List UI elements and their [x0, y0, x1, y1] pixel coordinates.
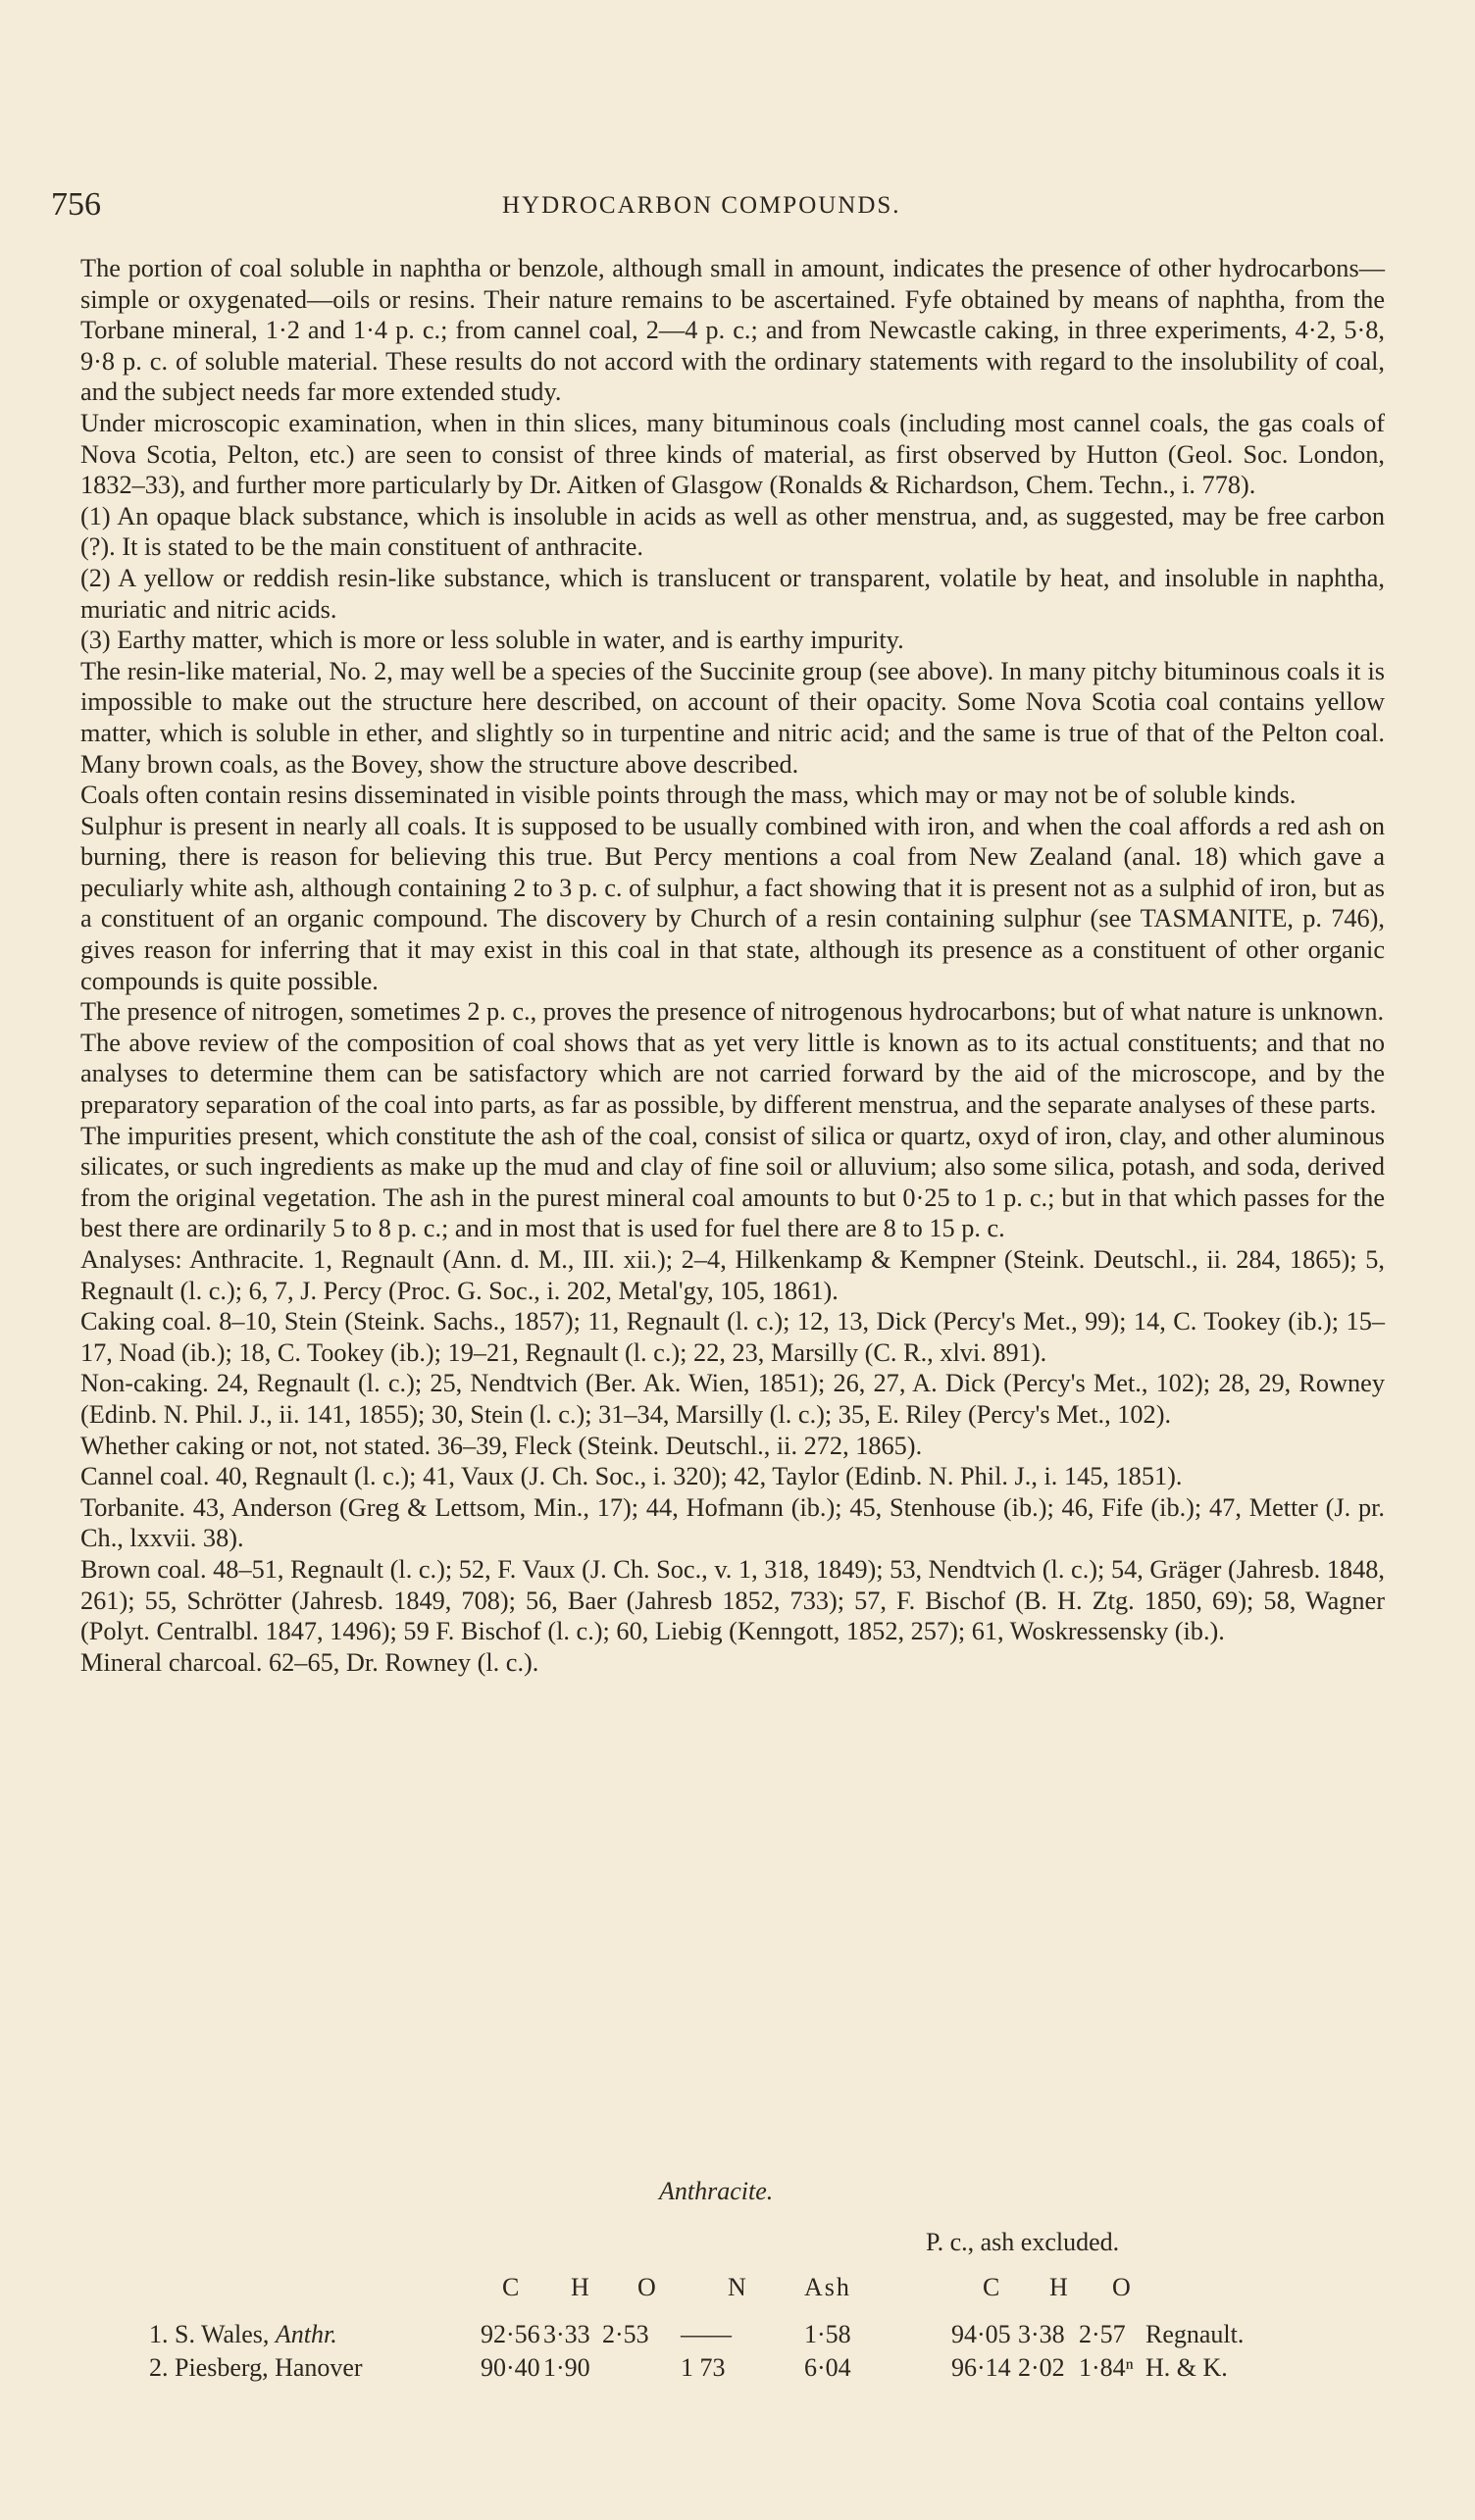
cell-excl-h: 2·02: [1018, 2353, 1065, 2382]
paragraph: Caking coal. 8–10, Stein (Steink. Sachs., 1857); 11, Regnault (l. c.); 12, 13, Dick (Percy's Met., 99); 14, C. Tookey (ib.); 15–17, Noad (ib.); 18, C. Tookey (ib.); 19–21, Regnault (l. c.); 22, 23, Marsilly (C. R., xlvi. 891).: [80, 1307, 1385, 1367]
paragraph: Torbanite. 43, Anderson (Greg & Lettsom, Min., 17); 44, Hofmann (ib.); 45, Stenhouse (ib.); 46, Fife (ib.); 47, Metter (J. pr. Ch., lxxvii. 38).: [80, 1492, 1385, 1553]
row-label: 1. S. Wales, Anthr.: [149, 2320, 337, 2348]
col-header-c: C: [502, 2273, 522, 2301]
table-title: Anthracite.: [659, 2177, 774, 2205]
cell-h: 3·33: [543, 2320, 590, 2348]
paragraph: Brown coal. 48–51, Regnault (l. c.); 52, F. Vaux (J. Ch. Soc., v. 1, 318, 1849); 53, Nendtvich (l. c.); 54, Gräger (Jahresb. 1848, 261); 55, Schrötter (Jahresb. 1849, 708); 56, Baer (Jahresb 1852, 733); 57, F. Bischof (B. H. Ztg. 1850, 69); 58, Wagner (Polyt. Centralbl. 1847, 1496); 59 F. Bischof (l. c.); 60, Liebig (Kenngott, 1852, 257); 61, Woskressensky (ib.).: [80, 1554, 1385, 1646]
cell-ash: 1·58: [804, 2320, 851, 2348]
paragraph: Under microscopic examination, when in thin slices, many bituminous coals (including most cannel coals, the gas coals of Nova Scotia, Pelton, etc.) are seen to consist of three kinds of material, as first observed by Hutton (Geol. Soc. London, 1832–33), and further more particularly by Dr. Aitken of Glasgow (Ronalds & Richardson, Chem. Techn., i. 778).: [80, 408, 1385, 500]
running-title: HYDROCARBON COMPOUNDS.: [502, 192, 901, 219]
cell-ash: 6·04: [804, 2353, 851, 2382]
paragraph: The impurities present, which constitute the ash of the coal, consist of silica or quartz, oxyd of iron, clay, and other aluminous silicates, or such ingredients as make up the mud and clay of fine soil or alluvium; also some silica, potash, and soda, derived from the original vegetation. The ash in the purest mineral coal amounts to but 0·25 to 1 p. c.; but in that which passes for the best there are ordinarily 5 to 8 p. c.; and in most that is used for fuel there are 8 to 15 p. c.: [80, 1121, 1385, 1243]
page-header: [51, 186, 1414, 226]
body-text: [80, 253, 1385, 1678]
col-header-ash: Ash: [804, 2273, 851, 2301]
cell-excl-o: 1·84ⁿ: [1079, 2353, 1134, 2382]
cell-excl-h: 3·38: [1018, 2320, 1065, 2348]
paragraph: The resin-like material, No. 2, may well be a species of the Succinite group (see above). In many pitchy bituminous coals it is impossible to make out the structure here described, on account of their opacity. Some Nova Scotia coal contains yellow matter, which is soluble in ether, and slightly so in turpentine and nitric acid; and the same is true of that of the Pelton coal. Many brown coals, as the Bovey, show the structure above described.: [80, 656, 1385, 779]
cell-source: Regnault.: [1145, 2320, 1245, 2348]
cell-c: 90·40: [481, 2353, 540, 2382]
paragraph: The above review of the composition of coal shows that as yet very little is known as to its actual constituents; and that no analyses to determine them can be satisfactory which are not carried forward by the aid of the microscope, and by the preparatory separation of the coal into parts, as far as possible, by different menstrua, and the separate analyses of these parts.: [80, 1028, 1385, 1120]
col-header-excl-c: C: [983, 2273, 1002, 2301]
table-header-row: [80, 2273, 1395, 2304]
col-header-excl-o: O: [1112, 2273, 1133, 2301]
cell-excl-c: 96·14: [951, 2353, 1011, 2382]
ash-excluded-label: P. c., ash excluded.: [926, 2228, 1120, 2256]
col-header-h: H: [571, 2273, 591, 2301]
cell-n: ——: [681, 2320, 732, 2348]
paragraph: Sulphur is present in nearly all coals. It is supposed to be usually combined with iron, and when the coal affords a red ash on burning, there is reason for believing this true. But Percy mentions a coal from New Zealand (anal. 18) which gave a peculiarly white ash, although containing 2 to 3 p. c. of sulphur, a fact showing that it is present not as a sulphid of iron, but as a constituent of an organic compound. The discovery by Church of a resin containing sulphur (see TASMANITE, p. 746), gives reason for inferring that it may exist in this coal in that state, although its presence as a constituent of other organic compounds is quite possible.: [80, 811, 1385, 995]
cell-h: 1·90: [543, 2353, 590, 2382]
paragraph: The presence of nitrogen, sometimes 2 p. c., proves the presence of nitrogenous hydrocarbons; but of what nature is unknown.: [80, 997, 1385, 1027]
cell-n: 1 73: [681, 2353, 726, 2382]
paragraph: Cannel coal. 40, Regnault (l. c.); 41, Vaux (J. Ch. Soc., i. 320); 42, Taylor (Edinb. N. Phil. J., i. 145, 1851).: [80, 1462, 1183, 1491]
paragraph: Whether caking or not, not stated. 36–39, Fleck (Steink. Deutschl., ii. 272, 1865).: [80, 1431, 923, 1460]
col-header-o: O: [637, 2273, 658, 2301]
paragraph: (1) An opaque black substance, which is insoluble in acids as well as other menstrua, and, as suggested, may be free carbon (?). It is stated to be the main constituent of anthracite.: [80, 501, 1385, 562]
cell-excl-c: 94·05: [951, 2320, 1011, 2348]
cell-c: 92·56: [481, 2320, 540, 2348]
table-row: [80, 2320, 1395, 2351]
page-number: 756: [51, 186, 101, 223]
cell-o: 2·53: [602, 2320, 649, 2348]
cell-source: H. & K.: [1145, 2353, 1228, 2382]
row-label: 2. Piesberg, Hanover: [149, 2353, 363, 2382]
col-header-excl-h: H: [1049, 2273, 1070, 2301]
paragraph: (2) A yellow or reddish resin-like substance, which is translucent or transparent, volatile by heat, and insoluble in naphtha, muriatic and nitric acids.: [80, 563, 1385, 624]
paragraph: The portion of coal soluble in naphtha or benzole, although small in amount, indicates the presence of other hydrocarbons—simple or oxygenated—oils or resins. Their nature remains to be ascertained. Fyfe obtained by means of naphtha, from the Torbane mineral, 1·2 and 1·4 p. c.; from cannel coal, 2—4 p. c.; and from Newcastle caking, in three experiments, 4·2, 5·8, 9·8 p. c. of soluble material. These results do not accord with the ordinary statements with regard to the insolubility of coal, and the subject needs far more extended study.: [80, 254, 1385, 407]
paragraph: Mineral charcoal. 62–65, Dr. Rowney (l. c.).: [80, 1647, 539, 1677]
paragraph: (3) Earthy matter, which is more or less soluble in water, and is earthy impurity.: [80, 626, 904, 655]
paragraph: Coals often contain resins disseminated in visible points through the mass, which may or may not be of soluble kinds.: [80, 781, 1297, 810]
paragraph: Analyses: Anthracite. 1, Regnault (Ann. d. M., III. xii.); 2–4, Hilkenkamp & Kempner (Steink. Deutschl., ii. 284, 1865); 5, Regnault (l. c.); 6, 7, J. Percy (Proc. G. Soc., i. 202, Metal'gy, 105, 1861).: [80, 1245, 1385, 1305]
cell-excl-o: 2·57: [1079, 2320, 1126, 2348]
col-header-n: N: [728, 2273, 748, 2301]
paragraph: Non-caking. 24, Regnault (l. c.); 25, Nendtvich (Ber. Ak. Wien, 1851); 26, 27, A. Dick (Percy's Met., 102); 28, 29, Rowney (Edinb. N. Phil. J., ii. 141, 1855); 30, Stein (l. c.); 31–34, Marsilly (l. c.); 35, E. Riley (Percy's Met., 102).: [80, 1369, 1385, 1429]
table-row: [80, 2353, 1395, 2385]
